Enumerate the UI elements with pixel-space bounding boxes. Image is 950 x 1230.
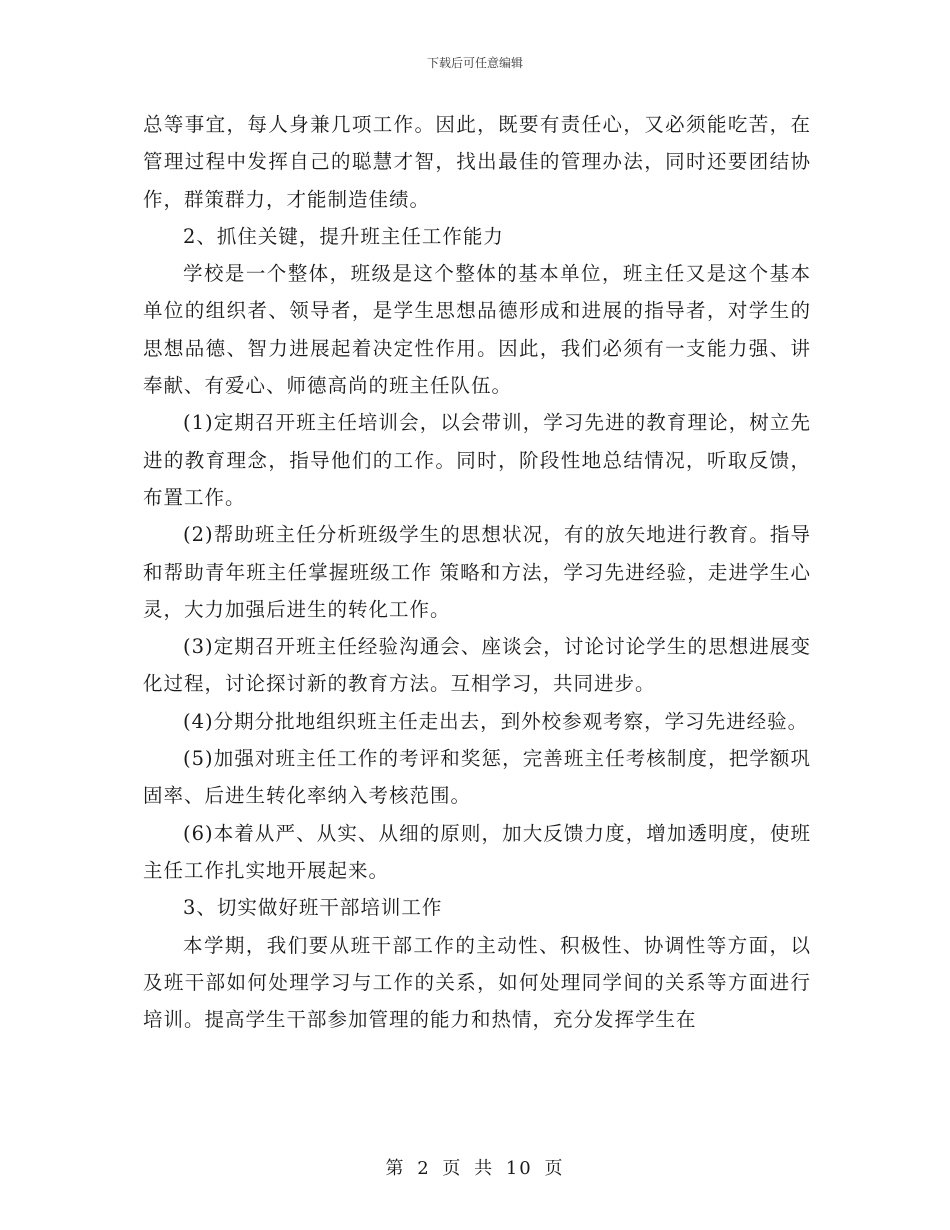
- list-item-5: (5)加强对班主任工作的考评和奖惩，完善班主任考核制度，把学额巩固率、后进生转化率纳入考核范围。: [143, 747, 811, 808]
- list-item-1: (1)定期召开班主任培训会，以会带训，学习先进的教育理论，树立先进的教育理念，指导他们的工作。同时，阶段性地总结情况，听取反馈，布置工作。: [143, 411, 811, 509]
- list-item-6: (6)本着从严、从实、从细的原则，加大反馈力度，增加透明度，使班主任工作扎实地开展起来。: [143, 821, 811, 882]
- paragraph-1: 总等事宜，每人身兼几项工作。因此，既要有责任心，又必须能吃苦，在管理过程中发挥自己的聪慧才智，找出最佳的管理办法，同时还要团结协作，群策群力，才能制造佳绩。: [143, 113, 811, 211]
- section-heading-2: 2、抓住关键，提升班主任工作能力: [183, 224, 504, 248]
- list-item-3: (3)定期召开班主任经验沟通会、座谈会，讨论讨论学生的思想进展变化过程，讨论探讨新的教育方法。互相学习，共同进步。: [143, 635, 811, 696]
- paragraph-this-semester: 本学期，我们要从班干部工作的主动性、积极性、协调性等方面，以及班干部如何处理学习与工作的关系，如何处理同学间的关系等方面进行培训。提高学生干部参加管理的能力和热情，充分发挥学生在: [143, 933, 811, 1032]
- list-item-4: (4)分期分批地组织班主任走出去，到外校参观考察，学习先进经验。: [183, 709, 809, 733]
- document-body: [143, 106, 811, 1038]
- page-header: 下载后可任意编辑: [426, 56, 523, 70]
- list-item-2: (2)帮助班主任分析班级学生的思想状况，有的放矢地进行教育。指导和帮助青年班主任掌握班级工作 策略和方法，学习先进经验，走进学生心灵，大力加强后进生的转化工作。: [143, 523, 811, 621]
- section-heading-3: 3、切实做好班干部培训工作: [183, 896, 443, 920]
- paragraph-school-whole: 学校是一个整体，班级是这个整体的基本单位，班主任又是这个基本单位的组织者、领导者，是学生思想品德形成和进展的指导者，对学生的思想品德、智力进展起着决定性作用。因此，我们必须有一支能力强、讲奉献、有爱心、师德高尚的班主任队伍。: [143, 262, 811, 398]
- page-footer: 第 2 页 共 10 页: [385, 1158, 565, 1179]
